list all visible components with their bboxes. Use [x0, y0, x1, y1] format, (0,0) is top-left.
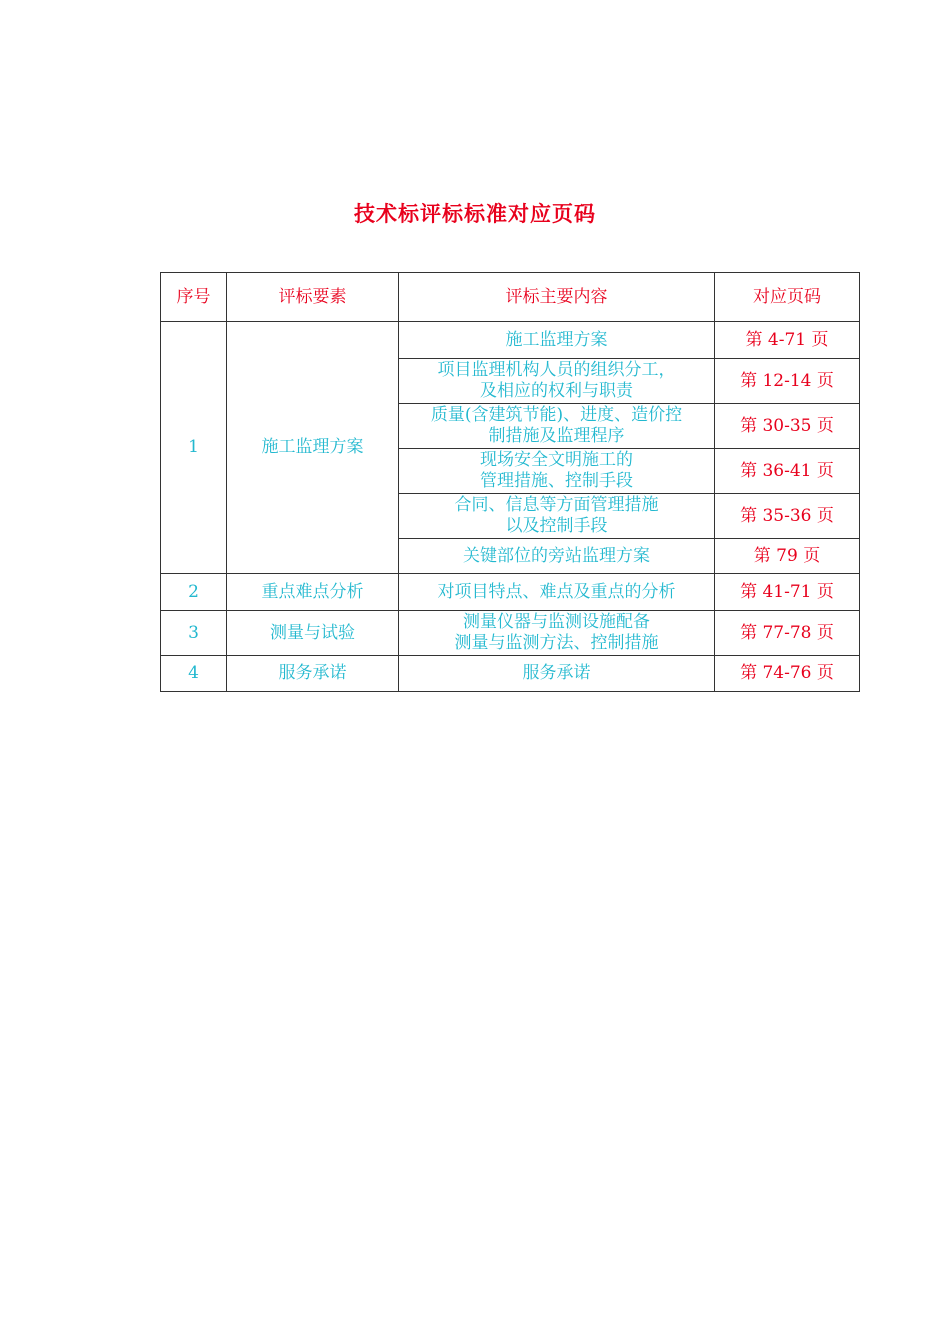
row-serial-number: 3: [161, 611, 227, 656]
row-evaluation-element: 施工监理方案: [227, 322, 399, 574]
content-cell: [399, 574, 715, 611]
page-cell: 第 12-14 页: [715, 359, 860, 404]
content-line: 对项目特点、难点及重点的分析: [437, 581, 676, 602]
table-row: [161, 322, 860, 359]
content-line: 管理措施、控制手段: [480, 471, 633, 491]
header-page-reference: 对应页码: [715, 273, 860, 322]
page-cell: 第 77-78 页: [715, 611, 860, 656]
content-cell: [399, 494, 715, 539]
document-title: 技术标评标标准对应页码: [354, 201, 596, 226]
content-line: 服务承诺: [522, 663, 591, 683]
row-evaluation-element: 测量与试验: [227, 611, 399, 656]
page-cell: 第 36-41 页: [715, 449, 860, 494]
content-line: 施工监理方案: [505, 329, 608, 350]
table-row: [161, 611, 860, 656]
content-line: 现场安全文明施工的: [480, 450, 633, 470]
header-row: [161, 273, 860, 322]
content-line: 关键部位的旁站监理方案: [463, 545, 650, 566]
content-cell: [399, 539, 715, 574]
content-cell: [399, 449, 715, 494]
row-serial-number: 2: [161, 574, 227, 611]
content-line: 测量仪器与监测设施配备: [463, 612, 650, 632]
header-serial-number: 序号: [161, 273, 227, 322]
page-cell: 第 41-71 页: [715, 574, 860, 611]
content-line: 测量与监测方法、控制措施: [454, 633, 659, 653]
table-row: [161, 656, 860, 692]
content-line: 合同、信息等方面管理措施: [454, 495, 659, 515]
page-cell: 第 4-71 页: [715, 322, 860, 359]
row-evaluation-element: 服务承诺: [227, 656, 399, 692]
content-cell: [399, 611, 715, 656]
content-line: 制措施及监理程序: [488, 426, 625, 446]
row-evaluation-element: 重点难点分析: [227, 574, 399, 611]
page-cell: 第 30-35 页: [715, 404, 860, 449]
scoring-index-table: [160, 272, 860, 692]
content-cell: [399, 359, 715, 404]
page-cell: 第 74-76 页: [715, 656, 860, 692]
content-cell: [399, 656, 715, 692]
content-cell: [399, 322, 715, 359]
row-serial-number: 1: [161, 322, 227, 574]
content-cell: [399, 404, 715, 449]
content-line: 及相应的权利与职责: [480, 381, 633, 401]
content-line: 项目监理机构人员的组织分工，: [437, 360, 676, 380]
table-row: [161, 574, 860, 611]
content-line: 质量(含建筑节能)、进度、造价控: [430, 405, 683, 425]
content-line: 以及控制手段: [505, 516, 608, 536]
page-cell: 第 79 页: [715, 539, 860, 574]
row-serial-number: 4: [161, 656, 227, 692]
page-cell: 第 35-36 页: [715, 494, 860, 539]
header-main-content: 评标主要内容: [399, 273, 715, 322]
header-evaluation-element: 评标要素: [227, 273, 399, 322]
